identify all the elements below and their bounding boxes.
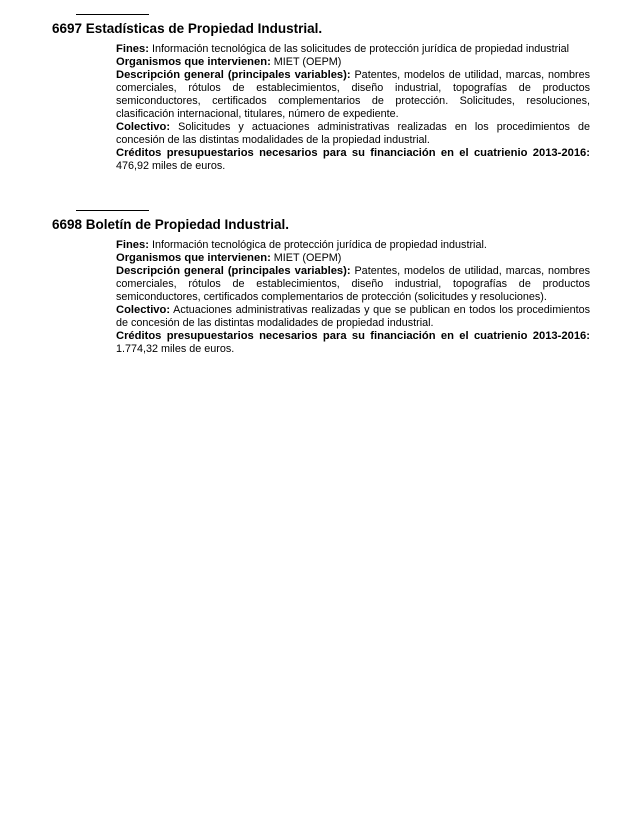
descripcion-paragraph — [116, 265, 590, 304]
organismos-paragraph — [116, 56, 590, 69]
colectivo-text: Actuaciones administrativas realizadas y que se publican en todos los procedimientos de concesión de las distintas modalidades de propiedad industrial. — [116, 304, 590, 329]
separator-rule — [76, 210, 149, 211]
organismos-label: Organismos que intervienen: — [116, 252, 271, 264]
descripcion-label: Descripción general (principales variables): — [116, 265, 351, 277]
creditos-text: 476,92 miles de euros. — [116, 160, 226, 172]
creditos-paragraph — [116, 330, 590, 356]
creditos-paragraph — [116, 147, 590, 173]
fines-paragraph — [116, 43, 590, 56]
fines-text: Información tecnológica de las solicitudes de protección jurídica de propiedad industrial — [151, 43, 570, 55]
entry-body — [116, 43, 590, 173]
descripcion-text: Patentes, modelos de utilidad, marcas, nombres comerciales, rótulos de establecimientos, diseño industrial, topografías de productos semiconductores, certificados complementarios de protección (solicitudes y resoluciones). — [116, 265, 590, 303]
creditos-text: 1.774,32 miles de euros. — [116, 343, 235, 355]
organismos-label: Organismos que intervienen: — [116, 56, 271, 68]
colectivo-text: Solicitudes y actuaciones administrativas realizadas en los procedimientos de concesión de las distintas modalidades de la propiedad industrial. — [116, 121, 590, 146]
separator-rule — [76, 14, 149, 15]
entry-heading: 6698 Boletín de Propiedad Industrial. — [52, 217, 290, 232]
creditos-label: Créditos presupuestarios necesarios para su financiación en el cuatrienio 2013-2016: — [116, 147, 590, 159]
entry-body — [116, 239, 590, 356]
organismos-paragraph — [116, 252, 590, 265]
fines-text: Información tecnológica de protección jurídica de propiedad industrial. — [151, 239, 487, 251]
fines-label: Fines: — [116, 43, 149, 55]
colectivo-label: Colectivo: — [116, 304, 171, 316]
descripcion-paragraph — [116, 69, 590, 121]
descripcion-label: Descripción general (principales variables): — [116, 69, 351, 81]
colectivo-paragraph — [116, 121, 590, 147]
colectivo-label: Colectivo: — [116, 121, 171, 133]
descripcion-text: Patentes, modelos de utilidad, marcas, nombres comerciales, rótulos de establecimientos, diseño industrial, topografías de productos semiconductores, certificados complementarios de protección. Solicitudes, resoluciones, clasificación internacional, titulares, número de expediente. — [116, 69, 590, 120]
entry-heading: 6697 Estadísticas de Propiedad Industrial. — [52, 21, 323, 36]
colectivo-paragraph — [116, 304, 590, 330]
creditos-label: Créditos presupuestarios necesarios para su financiación en el cuatrienio 2013-2016: — [116, 330, 590, 342]
organismos-text: MIET (OEPM) — [273, 252, 342, 264]
organismos-text: MIET (OEPM) — [273, 56, 342, 68]
fines-label: Fines: — [116, 239, 149, 251]
fines-paragraph — [116, 239, 590, 252]
